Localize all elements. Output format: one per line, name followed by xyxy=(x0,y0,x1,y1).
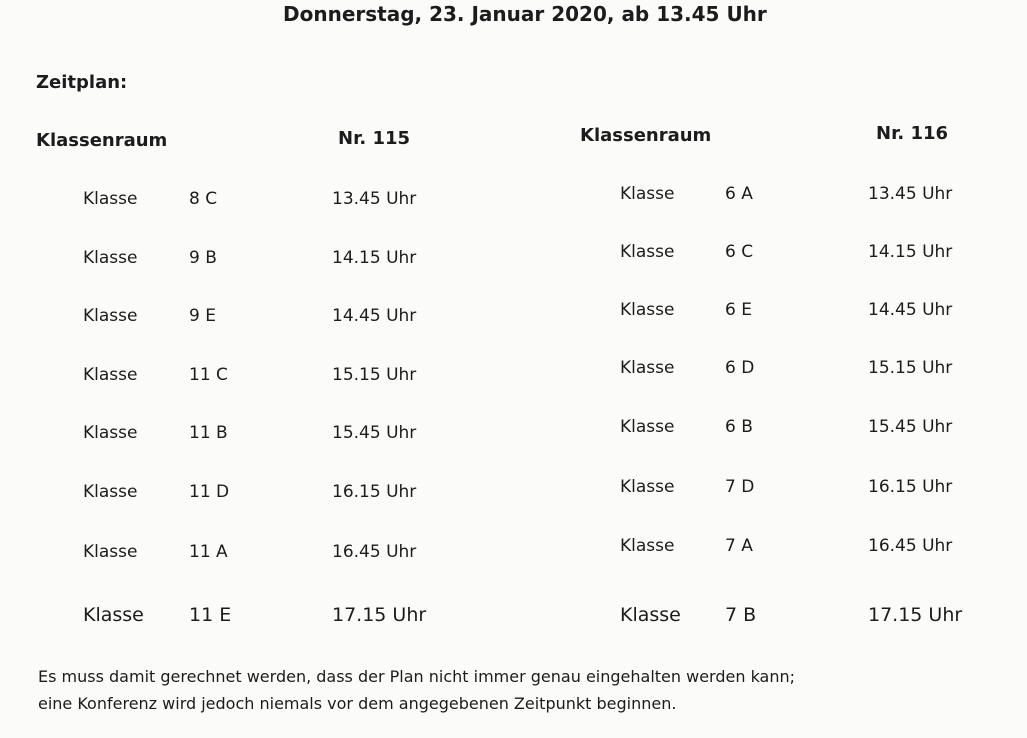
right-row-label: Klasse xyxy=(620,417,675,437)
right-row-time: 14.45 Uhr xyxy=(868,300,953,320)
left-row-class: 8 C xyxy=(189,189,218,209)
right-row-time: 17.15 Uhr xyxy=(868,604,963,626)
right-row-class: 7 D xyxy=(725,477,755,497)
footer-note-line-1: Es muss damit gerechnet werden, dass der Plan nicht immer genau eingehalten werden kann; xyxy=(38,667,796,686)
right-row-class: 7 A xyxy=(725,536,753,556)
left-row-time: 13.45 Uhr xyxy=(332,189,417,209)
right-row-class: 6 C xyxy=(725,242,754,262)
right-row-label: Klasse xyxy=(620,604,681,626)
left-row-time: 17.15 Uhr xyxy=(332,604,427,626)
right-room-label: Klassenraum xyxy=(580,125,712,146)
left-row-label: Klasse xyxy=(83,306,138,326)
right-row-label: Klasse xyxy=(620,477,675,497)
left-row-time: 14.45 Uhr xyxy=(332,306,417,326)
right-row-class: 6 A xyxy=(725,184,753,204)
footer-note-line-2: eine Konferenz wird jedoch niemals vor dem angegebenen Zeitpunkt beginnen. xyxy=(38,694,677,713)
left-row-label: Klasse xyxy=(83,189,138,209)
right-room-number: Nr. 116 xyxy=(876,123,949,144)
left-row-label: Klasse xyxy=(83,542,138,562)
left-row-label: Klasse xyxy=(83,482,138,502)
left-row-label: Klasse xyxy=(83,365,138,385)
right-row-label: Klasse xyxy=(620,242,675,262)
right-row-class: 6 B xyxy=(725,417,753,437)
schedule-heading: Zeitplan: xyxy=(36,72,128,93)
right-row-time: 15.15 Uhr xyxy=(868,358,953,378)
left-row-time: 16.45 Uhr xyxy=(332,542,417,562)
right-row-label: Klasse xyxy=(620,358,675,378)
left-row-class: 11 A xyxy=(189,542,228,562)
right-row-label: Klasse xyxy=(620,184,675,204)
left-row-label: Klasse xyxy=(83,248,138,268)
left-row-class: 11 D xyxy=(189,482,230,502)
left-row-class: 11 B xyxy=(189,423,228,443)
right-row-class: 7 B xyxy=(725,604,757,626)
right-row-time: 15.45 Uhr xyxy=(868,417,953,437)
left-row-time: 15.45 Uhr xyxy=(332,423,417,443)
left-room-number: Nr. 115 xyxy=(338,128,411,149)
left-row-time: 15.15 Uhr xyxy=(332,365,417,385)
left-row-time: 14.15 Uhr xyxy=(332,248,417,268)
left-row-label: Klasse xyxy=(83,423,138,443)
left-row-time: 16.15 Uhr xyxy=(332,482,417,502)
right-row-time: 14.15 Uhr xyxy=(868,242,953,262)
right-row-time: 16.45 Uhr xyxy=(868,536,953,556)
page-title: Donnerstag, 23. Januar 2020, ab 13.45 Uhr xyxy=(283,2,767,26)
left-row-class: 11 E xyxy=(189,604,232,626)
right-row-time: 16.15 Uhr xyxy=(868,477,953,497)
right-row-label: Klasse xyxy=(620,536,675,556)
right-row-class: 6 E xyxy=(725,300,752,320)
left-row-label: Klasse xyxy=(83,604,144,626)
right-row-class: 6 D xyxy=(725,358,755,378)
left-room-label: Klassenraum xyxy=(36,130,168,151)
left-row-class: 9 B xyxy=(189,248,217,268)
right-row-label: Klasse xyxy=(620,300,675,320)
left-row-class: 11 C xyxy=(189,365,228,385)
right-row-time: 13.45 Uhr xyxy=(868,184,953,204)
left-row-class: 9 E xyxy=(189,306,216,326)
